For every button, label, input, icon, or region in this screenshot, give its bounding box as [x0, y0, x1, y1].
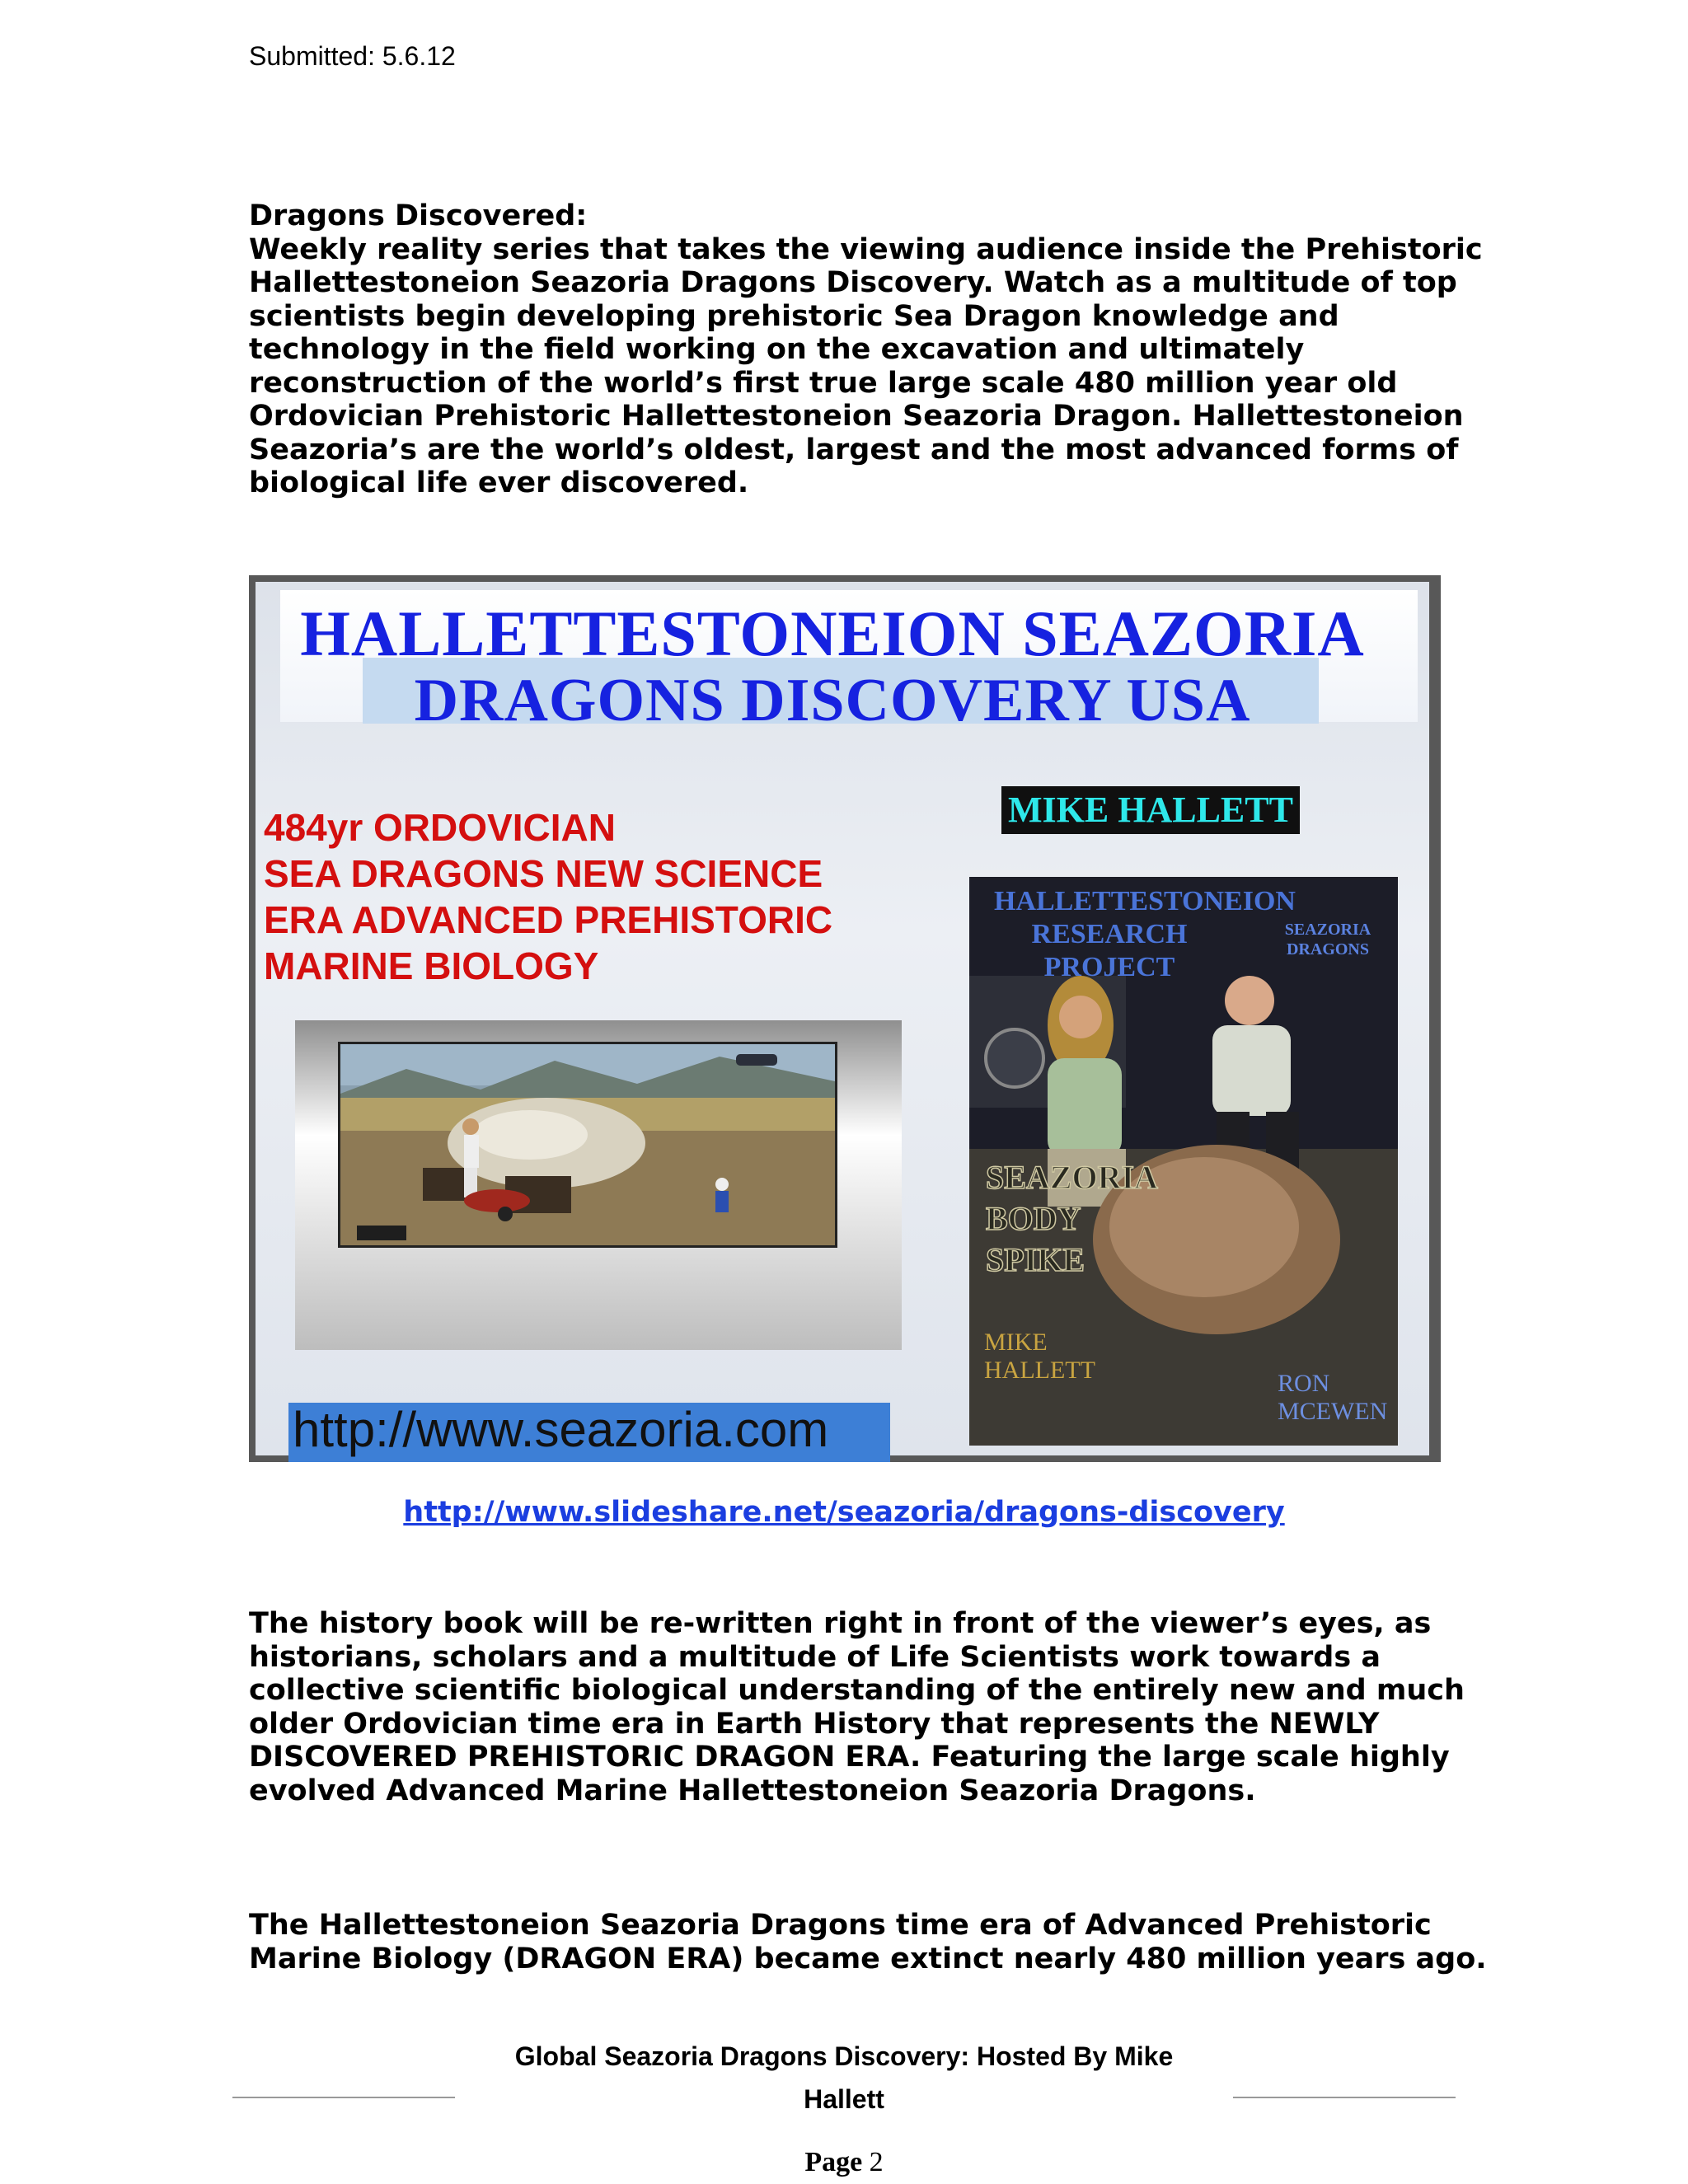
red-caption-line: ERA ADVANCED PREHISTORIC — [264, 898, 833, 941]
poster-title-line: PROJECT — [1043, 952, 1175, 982]
intro-line: Ordovician Prehistoric Hallettestoneion Seazoria Dragon. Hallettestoneion — [249, 400, 1464, 433]
slide-title-line2: DRAGONS DISCOVERY USA — [414, 667, 1251, 734]
intro-line: scientists begin developing prehistoric Sea Dragon knowledge and — [249, 299, 1339, 333]
poster-title — [994, 885, 1296, 984]
history-line: The history book will be re-written right in front of the viewer’s eyes, as — [249, 1607, 1432, 1640]
history-line: DISCOVERED PREHISTORIC DRAGON ERA. Featuring the large scale highly — [249, 1741, 1450, 1774]
submitted-date: Submitted: 5.6.12 — [249, 41, 456, 71]
spike-caption-line: SPIKE — [986, 1241, 1085, 1278]
intro-line: biological life ever discovered. — [249, 466, 749, 499]
poster-name-left-line: MIKE — [984, 1329, 1048, 1356]
intro-line: reconstruction of the world’s first true large scale 480 million year old — [249, 366, 1398, 400]
page-label: Page — [804, 2147, 863, 2177]
name-label: MIKE HALLETT — [1001, 786, 1300, 834]
footer-line: Global Seazoria Dragons Discovery: Hosted By Mike — [514, 2041, 1174, 2071]
footer-line: Hallett — [804, 2084, 884, 2114]
red-caption-line: MARINE BIOLOGY — [264, 944, 599, 987]
promo-slide-image — [249, 575, 1441, 1462]
poster-name-right — [1278, 1370, 1387, 1426]
history-line: collective scientific biological understanding of the entirely new and much — [249, 1674, 1465, 1707]
intro-line: Hallettestoneion Seazoria Dragons Discovery. Watch as a multitude of top — [249, 266, 1457, 299]
poster-name-left-line: HALLETT — [984, 1357, 1095, 1384]
intro-line: Seazoria’s are the world’s oldest, largest and the most advanced forms of — [249, 433, 1459, 466]
spike-caption-line: SEAZORIA — [986, 1159, 1158, 1196]
intro-line: Dragons Discovered: — [249, 199, 588, 232]
page-number — [0, 2147, 1688, 2178]
extinction-line: The Hallettestoneion Seazoria Dragons time era of Advanced Prehistoric — [249, 1909, 1432, 1942]
research-project-poster — [969, 877, 1398, 1446]
slide-red-caption — [264, 804, 832, 989]
red-caption-line: SEA DRAGONS NEW SCIENCE — [264, 852, 823, 895]
intro-line: technology in the field working on the excavation and ultimately — [249, 333, 1305, 366]
poster-spike-caption — [986, 1157, 1158, 1281]
excavation-photo — [338, 1042, 837, 1248]
poster-subtitle-line: SEAZORIA — [1284, 921, 1372, 939]
footer-host-credit — [495, 2035, 1193, 2121]
extinction-line: Marine Biology (DRAGON ERA) became extinct nearly 480 million years ago. — [249, 1942, 1487, 1975]
footer-rule-right — [1233, 2097, 1456, 2098]
spike-caption-line: BODY — [986, 1200, 1081, 1237]
slide-url-text: http://www.seazoria.com — [293, 1402, 829, 1457]
poster-name-right-line: RON — [1278, 1370, 1330, 1397]
extinction-paragraph — [249, 1909, 1487, 1975]
excavation-photo-frame — [295, 1020, 902, 1350]
page-number-value: 2 — [869, 2147, 884, 2177]
slide-title-line1: HALLETTESTONEION SEAZORIA — [300, 598, 1365, 669]
slideshare-link[interactable]: http://www.slideshare.net/seazoria/dragons-discovery — [403, 1496, 1285, 1529]
poster-title-line: HALLETTESTONEION — [994, 886, 1296, 916]
poster-subtitle — [1274, 920, 1381, 959]
poster-name-left — [984, 1329, 1095, 1385]
poster-title-line: RESEARCH — [1031, 919, 1188, 949]
history-line: historians, scholars and a multitude of Life Scientists work towards a — [249, 1640, 1381, 1674]
footer-rule-left — [232, 2097, 455, 2098]
excavation-scene-illustration — [340, 1044, 835, 1245]
history-line: evolved Advanced Marine Hallettestoneion Seazoria Dragons. — [249, 1774, 1256, 1807]
intro-line: Weekly reality series that takes the viewing audience inside the Prehistoric — [249, 232, 1483, 266]
history-line: older Ordovician time era in Earth History that represents the NEWLY — [249, 1707, 1380, 1741]
poster-name-right-line: MCEWEN — [1278, 1398, 1388, 1425]
intro-paragraph — [249, 199, 1483, 500]
slide-background — [256, 582, 1429, 1455]
poster-subtitle-line: DRAGONS — [1286, 940, 1369, 958]
red-caption-line: 484yr ORDOVICIAN — [264, 806, 616, 849]
history-paragraph — [249, 1607, 1465, 1807]
